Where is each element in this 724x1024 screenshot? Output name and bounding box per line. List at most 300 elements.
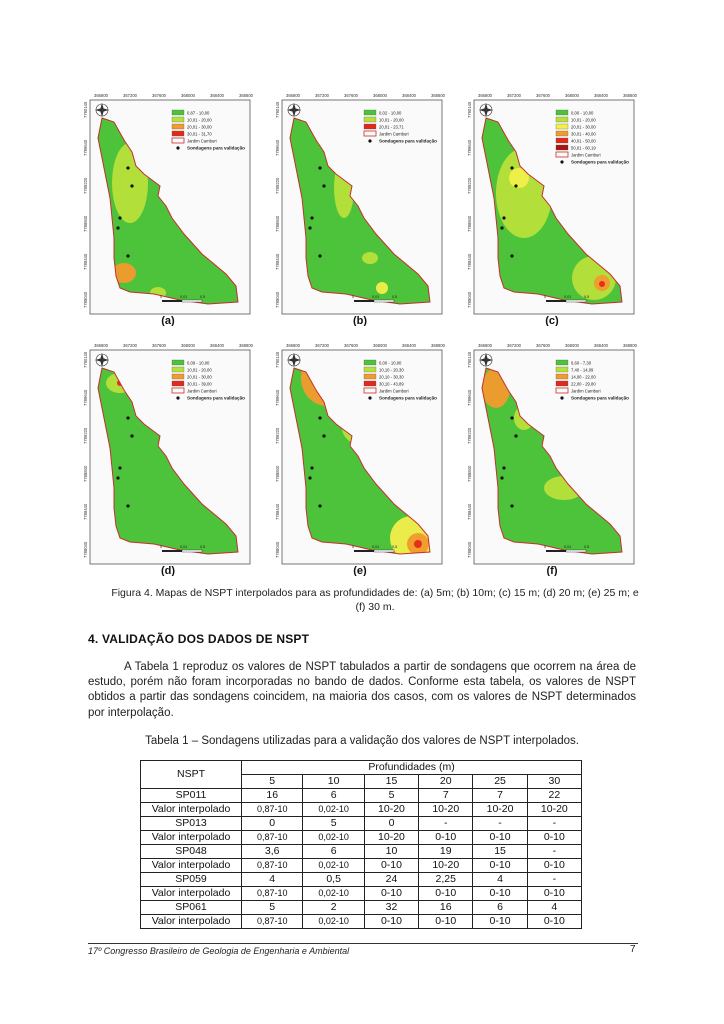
borehole-marker [514, 184, 517, 187]
borehole-marker [116, 226, 119, 229]
legend-swatch [556, 138, 568, 143]
legend-swatch [172, 381, 184, 386]
table-cell: 6 [303, 845, 364, 859]
y-tick-label: 7788840 [275, 465, 280, 482]
borehole-marker [510, 504, 513, 507]
table-corner-header: NSPT [141, 761, 242, 789]
y-tick-label: 7788840 [275, 215, 280, 232]
table-cell: 0,5 [303, 873, 364, 887]
legend-swatch [364, 367, 376, 372]
table-cell: 0-10 [364, 859, 418, 873]
table-cell: 10-20 [364, 803, 418, 817]
borehole-marker [308, 476, 311, 479]
x-tick-label: 368400 [594, 343, 608, 348]
table-cell: 0,02-10 [303, 831, 364, 845]
y-tick-label: 7789640 [83, 389, 88, 406]
scale-label: 0 [352, 295, 355, 299]
x-tick-label: 367600 [344, 93, 358, 98]
table-cell: 0,87-10 [242, 803, 303, 817]
legend-swatch [556, 374, 568, 379]
legend-swatch [556, 360, 568, 365]
table-cell: 32 [364, 901, 418, 915]
table-cell: 0,02-10 [303, 915, 364, 929]
borehole-marker [322, 184, 325, 187]
y-tick-label: 7790145 [467, 101, 472, 118]
legend-borehole-label: Sondagens para validação [187, 145, 245, 151]
panel-label: (b) [352, 315, 368, 326]
scale-label: 0,5 [584, 295, 590, 299]
x-tick-label: 368800 [623, 93, 637, 98]
table-cell: 0-10 [419, 887, 473, 901]
legend-swatch [556, 124, 568, 129]
table-cell: - [419, 817, 473, 831]
y-tick-label: 7788440 [275, 503, 280, 520]
table-cell: 2 [303, 901, 364, 915]
row-label: SP011 [141, 789, 242, 803]
scale-label: 0 [352, 545, 355, 549]
x-tick-label: 366800 [478, 343, 492, 348]
borehole-marker [126, 504, 129, 507]
scale-label: 0 [160, 545, 163, 549]
legend-label: 10,01 - 20,00 [379, 117, 404, 123]
x-tick-label: 368000 [181, 343, 195, 348]
row-label: Valor interpolado [141, 915, 242, 929]
table-cell: 4 [527, 901, 581, 915]
legend-swatch [172, 117, 184, 122]
borehole-marker [116, 476, 119, 479]
scale-bar-segment [182, 550, 202, 552]
legend-borehole-marker [560, 160, 563, 163]
borehole-marker [322, 434, 325, 437]
table-cell: 5 [303, 817, 364, 831]
depth-header: 30 [527, 775, 581, 789]
scale-bar-segment [162, 550, 182, 552]
legend-label: 20,01 - 30,00 [187, 374, 212, 380]
table-cell: 22 [527, 789, 581, 803]
scale-label: 0,5 [200, 295, 206, 299]
borehole-marker [308, 226, 311, 229]
table-cell: 0-10 [364, 887, 418, 901]
x-tick-label: 368800 [239, 343, 253, 348]
figure-4-maps [80, 88, 640, 588]
x-tick-label: 368000 [373, 93, 387, 98]
depth-header: 25 [473, 775, 527, 789]
borehole-marker [130, 434, 133, 437]
nspt-validation-table [140, 760, 582, 929]
scale-bar-segment [354, 300, 374, 302]
scale-label: 0 [544, 295, 547, 299]
y-tick-label: 7789220 [83, 427, 88, 444]
panel-label: (f) [546, 565, 558, 576]
table-cell: 4 [473, 873, 527, 887]
y-tick-label: 7788840 [83, 215, 88, 232]
legend-swatch [364, 117, 376, 122]
depth-header: 5 [242, 775, 303, 789]
table-cell: 10-20 [527, 803, 581, 817]
scale-label: 0 [544, 545, 547, 549]
legend-boundary-label: Jardim Camburi [187, 138, 217, 144]
y-tick-label: 7790145 [83, 351, 88, 368]
section-paragraph: A Tabela 1 reproduz os valores de NSPT tabulados a partir de sondagens que ocorrem na área de estudo, porém não foram incorporadas no bando de dados. Conforme esta tabela, os valores de NSPT obtidos a partir das sondagens coincidem, na maioria dos casos, com os valores de NSPT determinados por interpolação. [88, 661, 636, 719]
legend-label: 6,60 - 7,30 [571, 360, 592, 366]
nspt-map-1 [80, 88, 256, 326]
legend-label: 0,09 - 10,00 [187, 360, 210, 366]
nspt-map-3 [464, 88, 640, 326]
table-cell: 10-20 [419, 803, 473, 817]
x-tick-label: 367600 [536, 343, 550, 348]
borehole-marker [118, 466, 121, 469]
nspt-zone [376, 282, 388, 294]
borehole-marker [502, 216, 505, 219]
nspt-map-2 [272, 88, 448, 326]
panel-label: (d) [160, 565, 176, 576]
x-tick-label: 366800 [286, 93, 300, 98]
y-tick-label: 7788040 [83, 541, 88, 558]
legend-borehole-marker [176, 146, 179, 149]
y-tick-label: 7789640 [275, 139, 280, 156]
legend-boundary-label: Jardim Camburi [187, 388, 217, 394]
table-cell: 0-10 [473, 915, 527, 929]
legend-borehole-label: Sondagens para validação [379, 138, 437, 144]
scale-label: 0,5 [584, 545, 590, 549]
nspt-zone [362, 252, 378, 264]
table-cell: 0,02-10 [303, 803, 364, 817]
x-tick-label: 368400 [402, 343, 416, 348]
y-tick-label: 7788040 [275, 291, 280, 308]
scale-bar-segment [546, 550, 566, 552]
legend-label: 7,40 - 14,09 [571, 367, 594, 373]
borehole-marker [310, 216, 313, 219]
borehole-marker [118, 216, 121, 219]
table-row [141, 915, 582, 929]
y-tick-label: 7789640 [467, 389, 472, 406]
y-tick-label: 7789640 [467, 139, 472, 156]
legend-label: 50,01 - 60,19 [571, 145, 596, 151]
legend-label: 22,00 - 29,80 [571, 381, 596, 387]
x-tick-label: 367200 [315, 93, 329, 98]
legend-label: 10,01 - 20,00 [187, 117, 212, 123]
scale-bar-segment [162, 300, 182, 302]
map-svg [272, 88, 448, 326]
borehole-marker [318, 166, 321, 169]
y-tick-label: 7788040 [275, 541, 280, 558]
table-cell: 15 [473, 845, 527, 859]
borehole-marker [310, 466, 313, 469]
table-row [141, 817, 582, 831]
legend-label: 0,00 - 10,00 [379, 360, 402, 366]
legend-swatch [556, 131, 568, 136]
y-tick-label: 7789220 [467, 427, 472, 444]
table-cell: 0-10 [527, 915, 581, 929]
row-label: SP013 [141, 817, 242, 831]
scale-label: 0,01 [564, 545, 572, 549]
x-tick-label: 366800 [478, 93, 492, 98]
table-cell: 0,02-10 [303, 887, 364, 901]
x-tick-label: 366800 [94, 343, 108, 348]
table-cell: 0 [242, 817, 303, 831]
table-cell: 0-10 [419, 831, 473, 845]
borehole-marker [130, 184, 133, 187]
x-tick-label: 368800 [623, 343, 637, 348]
x-tick-label: 368800 [431, 343, 445, 348]
legend-swatch [556, 117, 568, 122]
legend-boundary-label: Jardim Camburi [379, 131, 409, 137]
x-tick-label: 368000 [565, 93, 579, 98]
legend-label: 40,01 - 50,00 [571, 138, 596, 144]
y-tick-label: 7788040 [83, 291, 88, 308]
x-tick-label: 368800 [431, 93, 445, 98]
legend-label: 20,10 - 30,30 [379, 374, 404, 380]
table-cell: 0-10 [527, 887, 581, 901]
x-tick-label: 368400 [594, 93, 608, 98]
legend-label: 0,00 - 10,00 [571, 110, 594, 116]
nspt-zone [414, 540, 422, 548]
table-row [141, 845, 582, 859]
y-tick-label: 7788440 [467, 253, 472, 270]
page-number: 7 [630, 944, 636, 955]
table-group-header: Profundidades (m) [242, 761, 582, 775]
legend-label: 20,01 - 30,00 [187, 124, 212, 130]
row-label: SP061 [141, 901, 242, 915]
depth-header: 15 [364, 775, 418, 789]
legend-borehole-marker [368, 139, 371, 142]
legend-swatch [364, 110, 376, 115]
scale-bar-segment [182, 300, 202, 302]
legend-borehole-label: Sondagens para validação [571, 395, 629, 401]
legend-swatch [364, 374, 376, 379]
scale-label: 0,01 [180, 295, 188, 299]
legend-label: 0,02 - 10,00 [379, 110, 402, 116]
scale-bar-segment [566, 300, 586, 302]
table-cell: 10-20 [364, 831, 418, 845]
x-tick-label: 366800 [94, 93, 108, 98]
x-tick-label: 367200 [123, 93, 137, 98]
table-cell: 10 [364, 845, 418, 859]
y-tick-label: 7788440 [467, 503, 472, 520]
table-cell: 0,87-10 [242, 859, 303, 873]
y-tick-label: 7789220 [83, 177, 88, 194]
depth-header: 20 [419, 775, 473, 789]
y-tick-label: 7789640 [83, 139, 88, 156]
table-title: Tabela 1 – Sondagens utilizadas para a validação dos valores de NSPT interpolados. [145, 735, 579, 747]
legend-label: 14,00 - 22,00 [571, 374, 596, 380]
legend-boundary-label: Jardim Camburi [571, 388, 601, 394]
footer-divider [88, 943, 638, 944]
table-row [141, 803, 582, 817]
row-label: Valor interpolado [141, 803, 242, 817]
x-tick-label: 368000 [373, 343, 387, 348]
table-cell: - [527, 845, 581, 859]
legend-borehole-label: Sondagens para validação [571, 159, 629, 165]
x-tick-label: 367200 [315, 343, 329, 348]
table-cell: 7 [473, 789, 527, 803]
table-cell: 0-10 [364, 915, 418, 929]
legend-label: 10,01 - 20,00 [571, 117, 596, 123]
x-tick-label: 367200 [123, 343, 137, 348]
y-tick-label: 7788040 [467, 541, 472, 558]
x-tick-label: 368400 [402, 93, 416, 98]
table-cell: 24 [364, 873, 418, 887]
scale-bar-segment [374, 550, 394, 552]
legend-swatch [172, 367, 184, 372]
table-cell: 0,87-10 [242, 831, 303, 845]
table-cell: 6 [473, 901, 527, 915]
table-row [141, 873, 582, 887]
scale-label: 0,5 [392, 545, 398, 549]
x-tick-label: 368400 [210, 93, 224, 98]
legend-label: 20,01 - 30,00 [571, 124, 596, 130]
y-tick-label: 7788440 [275, 253, 280, 270]
borehole-marker [126, 166, 129, 169]
row-label: Valor interpolado [141, 859, 242, 873]
x-tick-label: 367200 [507, 343, 521, 348]
y-tick-label: 7790145 [275, 351, 280, 368]
scale-bar-segment [374, 300, 394, 302]
table-cell: 5 [242, 901, 303, 915]
legend-label: 0,87 - 10,00 [187, 110, 210, 116]
legend-swatch [172, 374, 184, 379]
x-tick-label: 367200 [507, 93, 521, 98]
x-tick-label: 368400 [210, 343, 224, 348]
nspt-map-6 [464, 338, 640, 576]
legend-swatch [364, 360, 376, 365]
x-tick-label: 368800 [239, 93, 253, 98]
legend-label: 30,01 - 31,70 [187, 131, 212, 137]
map-svg [464, 338, 640, 576]
table-cell: 5 [364, 789, 418, 803]
borehole-marker [500, 476, 503, 479]
legend-label: 10,01 - 20,00 [187, 367, 212, 373]
table-cell: 0 [364, 817, 418, 831]
legend-boundary-label: Jardim Camburi [379, 388, 409, 394]
nspt-map-5 [272, 338, 448, 576]
map-svg [80, 88, 256, 326]
table-cell: 16 [242, 789, 303, 803]
y-tick-label: 7788040 [467, 291, 472, 308]
table-cell: 7 [419, 789, 473, 803]
x-tick-label: 367600 [152, 343, 166, 348]
legend-borehole-marker [560, 396, 563, 399]
table-cell: 0-10 [419, 915, 473, 929]
table-cell: 19 [419, 845, 473, 859]
table-cell: - [527, 873, 581, 887]
row-label: SP059 [141, 873, 242, 887]
scale-label: 0,01 [372, 545, 380, 549]
scale-bar-segment [354, 550, 374, 552]
legend-label: 10,10 - 20,30 [379, 367, 404, 373]
borehole-marker [318, 416, 321, 419]
table-cell: 4 [242, 873, 303, 887]
nspt-zone [599, 281, 605, 287]
y-tick-label: 7788840 [467, 465, 472, 482]
borehole-marker [514, 434, 517, 437]
legend-swatch [172, 110, 184, 115]
legend-boundary-label: Jardim Camburi [571, 152, 601, 158]
scale-label: 0,01 [180, 545, 188, 549]
legend-swatch [172, 131, 184, 136]
map-svg [464, 88, 640, 326]
panel-label: (c) [545, 315, 559, 326]
depth-header: 10 [303, 775, 364, 789]
legend-borehole-marker [176, 396, 179, 399]
legend-label: 30,01 - 40,00 [571, 131, 596, 137]
legend-swatch [556, 110, 568, 115]
map-svg [80, 338, 256, 576]
scale-bar-segment [566, 550, 586, 552]
x-tick-label: 368000 [181, 93, 195, 98]
y-tick-label: 7789220 [467, 177, 472, 194]
scale-label: 0,01 [372, 295, 380, 299]
y-tick-label: 7789220 [275, 177, 280, 194]
table-cell: 0-10 [473, 887, 527, 901]
borehole-marker [500, 226, 503, 229]
borehole-marker [502, 466, 505, 469]
y-tick-label: 7790145 [467, 351, 472, 368]
table-row [141, 901, 582, 915]
y-tick-label: 7789220 [275, 427, 280, 444]
scale-bar-segment [546, 300, 566, 302]
table-row [141, 789, 582, 803]
table-cell: 10-20 [473, 803, 527, 817]
table-cell: 10-20 [419, 859, 473, 873]
panel-label: (e) [353, 565, 367, 576]
borehole-marker [126, 254, 129, 257]
section-heading: 4. VALIDAÇÃO DOS DADOS DE NSPT [88, 632, 310, 646]
nspt-map-4 [80, 338, 256, 576]
legend-swatch [364, 124, 376, 129]
legend-label: 20,01 - 23,71 [379, 124, 404, 130]
x-tick-label: 367600 [344, 343, 358, 348]
legend-swatch [172, 360, 184, 365]
legend-borehole-label: Sondagens para validação [187, 395, 245, 401]
y-tick-label: 7790145 [275, 101, 280, 118]
y-tick-label: 7788440 [83, 503, 88, 520]
borehole-marker [126, 416, 129, 419]
y-tick-label: 7788440 [83, 253, 88, 270]
y-tick-label: 7789640 [275, 389, 280, 406]
y-tick-label: 7788840 [83, 465, 88, 482]
table-cell: 2,25 [419, 873, 473, 887]
borehole-marker [318, 504, 321, 507]
y-tick-label: 7788840 [467, 215, 472, 232]
legend-label: 30,01 - 39,00 [187, 381, 212, 387]
table-row [141, 859, 582, 873]
table-header-row [141, 761, 582, 775]
borehole-marker [510, 254, 513, 257]
x-tick-label: 367600 [152, 93, 166, 98]
x-tick-label: 367600 [536, 93, 550, 98]
row-label: Valor interpolado [141, 887, 242, 901]
legend-swatch [556, 145, 568, 150]
legend-label: 30,10 - 43,89 [379, 381, 404, 387]
table-cell: 0-10 [473, 831, 527, 845]
table-cell: 16 [419, 901, 473, 915]
panel-label: (a) [161, 315, 175, 326]
row-label: Valor interpolado [141, 831, 242, 845]
y-tick-label: 7790145 [83, 101, 88, 118]
scale-label: 0,01 [564, 295, 572, 299]
table-row [141, 831, 582, 845]
table-cell: 0-10 [527, 859, 581, 873]
borehole-marker [318, 254, 321, 257]
borehole-marker [510, 166, 513, 169]
table-cell: 0,02-10 [303, 859, 364, 873]
legend-swatch [172, 124, 184, 129]
scale-label: 0,5 [200, 545, 206, 549]
scale-label: 0,5 [392, 295, 398, 299]
footer-text: 17º Congresso Brasileiro de Geologia de Engenharia e Ambiental [88, 946, 350, 956]
borehole-marker [510, 416, 513, 419]
